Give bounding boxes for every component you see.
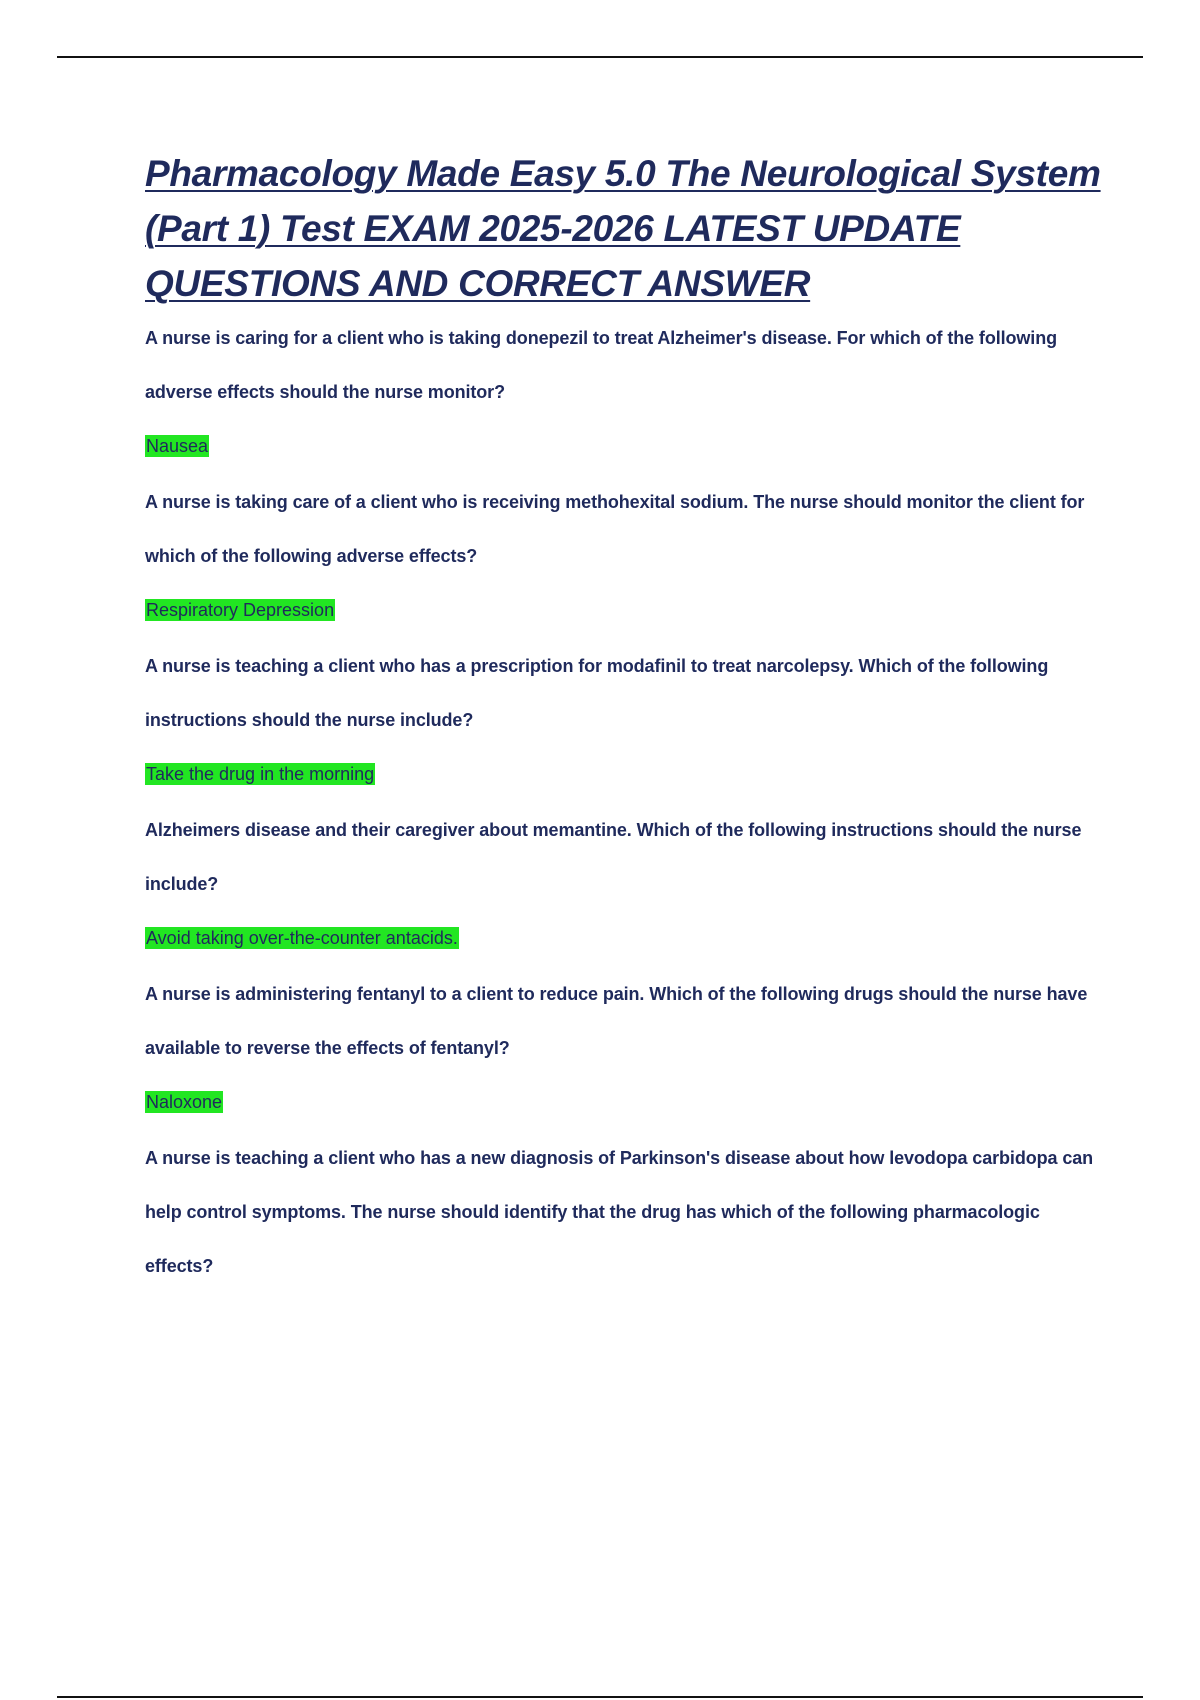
question-text: A nurse is teaching a client who has a prescription for modafinil to treat narcolepsy. Which of the following instructions should the nurse include?	[145, 656, 1049, 730]
qa-item	[145, 803, 1105, 951]
qa-item	[145, 639, 1105, 787]
qa-item	[145, 1131, 1105, 1293]
answer-line	[145, 1091, 1105, 1115]
answer-highlight: Respiratory Depression	[146, 600, 335, 620]
answer-line	[145, 763, 1105, 787]
qa-item	[145, 475, 1105, 623]
question-text: A nurse is taking care of a client who is receiving methohexital sodium. The nurse should monitor the client for which of the following adverse effects?	[145, 492, 1085, 566]
answer-line	[145, 927, 1105, 951]
answer-line	[145, 435, 1105, 459]
question-text: A nurse is teaching a client who has a new diagnosis of Parkinson's disease about how levodopa carbidopa can help control symptoms. The nurse should identify that the drug has which of the following pharmacologic effects?	[145, 1148, 1094, 1276]
answer-highlight: Take the drug in the morning	[146, 764, 375, 784]
question-text: A nurse is administering fentanyl to a client to reduce pain. Which of the following drugs should the nurse have available to reverse the effects of fentanyl?	[145, 984, 1088, 1058]
qa-item	[145, 311, 1105, 459]
document-title: Pharmacology Made Easy 5.0 The Neurological System (Part 1) Test EXAM 2025-2026 LATEST UPDATE QUESTIONS AND CORRECT ANSWER	[145, 153, 1101, 304]
qa-item	[145, 967, 1105, 1115]
answer-highlight: Avoid taking over-the-counter antacids.	[146, 928, 458, 948]
header-rule	[57, 56, 1143, 58]
question-text: Alzheimers disease and their caregiver about memantine. Which of the following instructions should the nurse include?	[145, 820, 1082, 894]
question-text: A nurse is caring for a client who is taking donepezil to treat Alzheimer's disease. For which of the following adverse effects should the nurse monitor?	[145, 328, 1057, 402]
answer-highlight: Naloxone	[146, 1092, 223, 1112]
footer-rule	[57, 1696, 1143, 1698]
answer-line	[145, 599, 1105, 623]
document-body	[145, 146, 1105, 1293]
answer-highlight: Nausea	[146, 436, 209, 456]
